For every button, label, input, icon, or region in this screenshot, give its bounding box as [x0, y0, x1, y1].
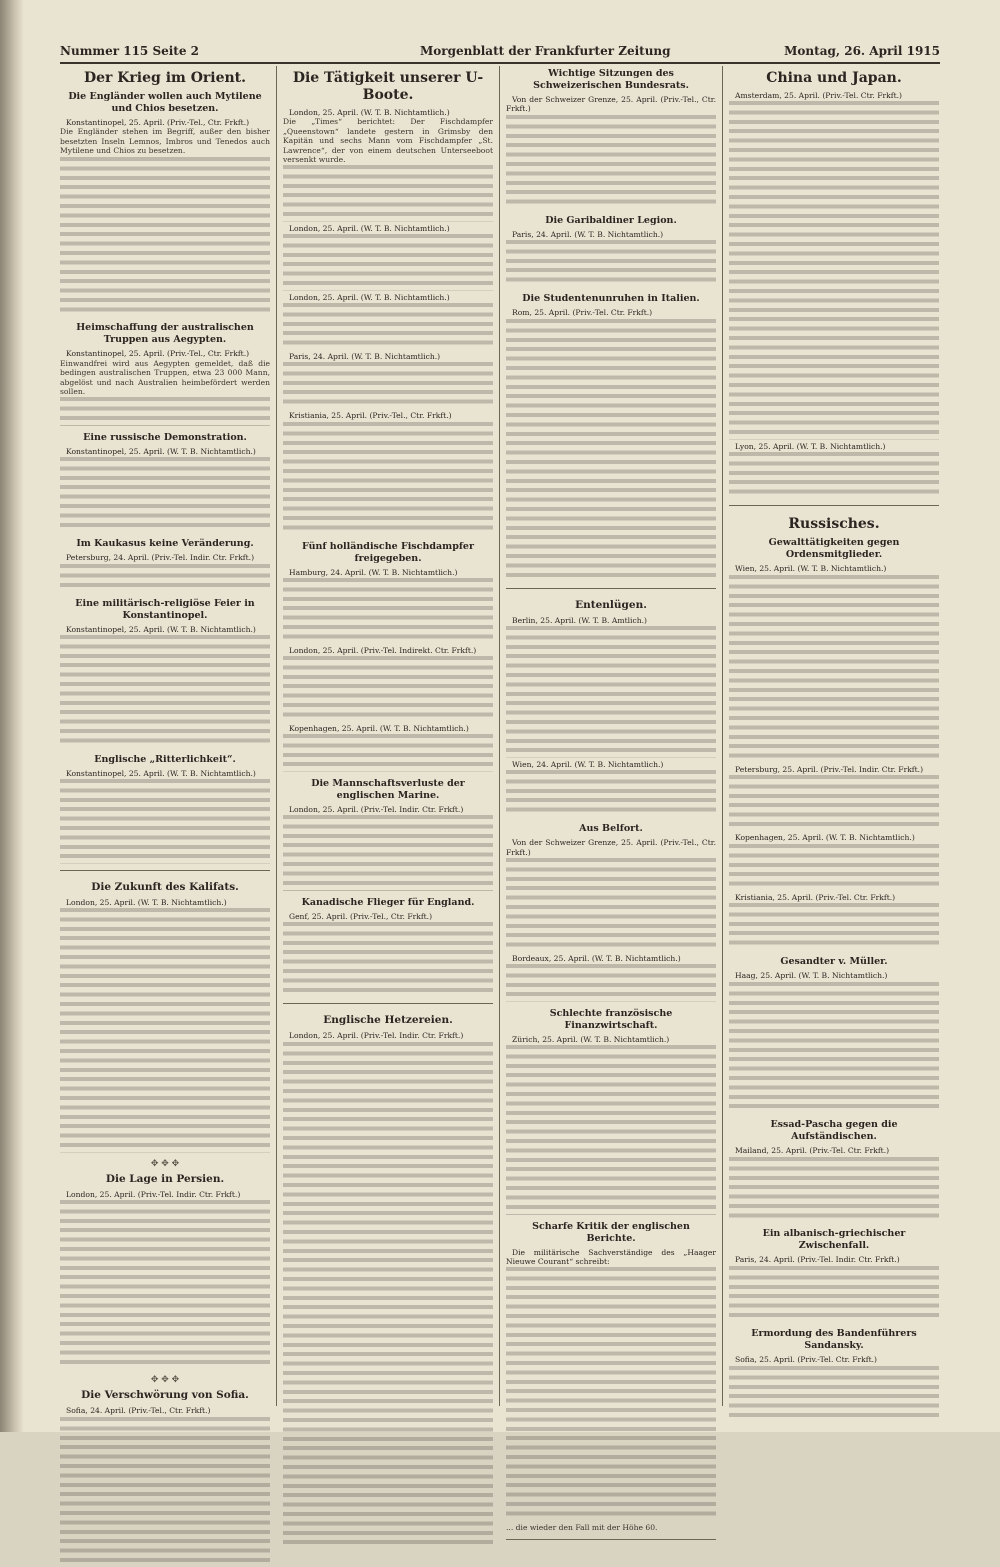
article-dateline: London, 25. April. (Priv.-Tel. Indir. Ctr. Frkft.) — [66, 1189, 241, 1199]
article-body — [729, 1266, 939, 1322]
section-divider — [60, 870, 270, 877]
article — [283, 1014, 493, 1549]
article — [729, 516, 939, 950]
article-headline: Scharfe Kritik der englischen Berichte. — [532, 1220, 690, 1244]
column-rule — [499, 66, 500, 1406]
article-headline: Entenlügen. — [575, 598, 647, 611]
article-body — [283, 303, 493, 350]
article-headline: Die Zukunft des Kalifats. — [91, 881, 239, 894]
article-body — [283, 1042, 493, 1550]
article-text: ... die wieder den Fall mit der Höhe 60. — [506, 1523, 658, 1533]
article-dateline: Genf, 25. April. (Priv.-Tel., Ctr. Frkft.) — [289, 911, 433, 921]
article-body — [506, 319, 716, 582]
ornament-divider: ✥ ✥ ✥ — [150, 1158, 180, 1169]
article-dateline: Amsterdam, 25. April. (Priv.-Tel. Ctr. Frkft.) — [735, 91, 903, 100]
article-dateline: Paris, 24. April. (W. T. B. Nichtamtlich.) — [289, 352, 441, 362]
column-1 — [60, 66, 270, 1416]
article-dateline: London, 25. April. (W. T. B. Nichtamtlich.) — [289, 223, 450, 233]
article — [283, 778, 493, 891]
article-body — [506, 1267, 716, 1521]
article-dateline: Petersburg, 24. April. (Priv.-Tel. Indir. Ctr. Frkft.) — [66, 553, 255, 563]
article-text: Einwandfrei wird aus Aegypten gemeldet, daß die bedingen australischen Truppen, etwa 23 000 Mann, abgelöst und nach Australien heimbefördert werden sollen. — [60, 358, 270, 397]
article-text: Die Engländer stehen im Begriff, außer den bisher besetzten Inseln Lemnos, Imbros und Tenedos auch Mytilene und Chios zu besetzen. — [60, 127, 270, 156]
article — [729, 1119, 939, 1222]
article-dateline: Kopenhagen, 25. April. (W. T. B. Nichtamtlich.) — [735, 833, 915, 843]
article-body — [283, 578, 493, 644]
article-body — [283, 656, 493, 722]
article-body — [60, 397, 270, 425]
article-dateline: Wien, 25. April. (W. T. B. Nichtamtlich.) — [735, 564, 887, 574]
article-body — [283, 234, 493, 290]
article-headline: Die Lage in Persien. — [105, 1172, 225, 1185]
article — [506, 215, 716, 287]
article-dateline: Sofia, 24. April. (Priv.-Tel., Ctr. Frkft.) — [66, 1406, 211, 1416]
article-dateline: Konstantinopel, 25. April. (W. T. B. Nichtamtlich.) — [66, 446, 256, 456]
article-headline: Ermordung des Bandenführers Sandansky. — [751, 1328, 917, 1352]
article — [60, 881, 270, 1153]
article-headline: Aus Belfort. — [579, 823, 643, 835]
article-subheadline: Die Engländer wollen auch Mytilene und Chios besetzen. — [68, 91, 262, 114]
column-3 — [506, 66, 716, 1533]
article-body — [729, 101, 939, 439]
article-dateline: Zürich, 25. April. (W. T. B. Nichtamtlich.) — [512, 1035, 670, 1045]
article-dateline: Kristiania, 25. April. (Priv.-Tel., Ctr. Frkft.) — [289, 411, 452, 421]
article-dateline: Kristiania, 25. April. (Priv.-Tel. Ctr. Frkft.) — [735, 892, 896, 902]
article-body — [506, 964, 716, 1002]
article-body — [283, 815, 493, 890]
article-body — [60, 635, 270, 748]
section-divider — [506, 588, 716, 595]
article — [729, 1228, 939, 1322]
column-rule — [276, 66, 277, 1406]
article — [283, 541, 493, 772]
article-headline: Schlechte französische Finanzwirtschaft. — [549, 1008, 673, 1032]
issue-number: Nummer 115 Seite 2 — [60, 44, 200, 58]
article-headline: Englische „Ritterlichkeit“. — [94, 754, 236, 766]
article-dateline: Paris, 24. April. (Priv.-Tel. Indir. Ctr. Frkft.) — [735, 1255, 900, 1265]
column-2 — [283, 66, 493, 1406]
article-dateline: Die militärische Sachverständige des „Haager Nieuwe Courant“ schreibt: — [506, 1247, 716, 1267]
article-body — [729, 903, 939, 950]
article-dateline: Berlin, 25. April. (W. T. B. Amtlich.) — [512, 615, 647, 625]
article-dateline: Von der Schweizer Grenze, 25. April. (Priv.-Tel., Ctr. Frkft.) — [506, 95, 716, 114]
article-body — [506, 770, 716, 817]
article-dateline: Konstantinopel, 25. April. (Priv.-Tel., Ctr. Frkft.) — [66, 118, 250, 127]
issue-date: Montag, 26. April 1915 — [784, 44, 940, 58]
article-body — [60, 457, 270, 532]
section-divider — [283, 1003, 493, 1010]
article-body — [506, 858, 716, 952]
article — [60, 1173, 270, 1370]
article-dateline: Kopenhagen, 25. April. (W. T. B. Nichtamtlich.) — [289, 724, 469, 734]
article-body — [729, 575, 939, 763]
article-headline: Die Verschwörung von Sofia. — [81, 1389, 249, 1402]
article-dateline: Von der Schweizer Grenze, 25. April. (Priv.-Tel., Ctr. Frkft.) — [506, 838, 716, 857]
page-binding-edge — [0, 0, 24, 1432]
article-subheadline: Gewalttätigkeiten gegen Ordensmitglieder. — [768, 537, 900, 561]
article-headline: Die Mannschaftsverluste der englischen Marine. — [311, 778, 465, 802]
article — [729, 70, 939, 499]
article-dateline: Lyon, 25. April. (W. T. B. Nichtamtlich.) — [735, 441, 886, 451]
article-body — [283, 362, 493, 409]
article-body — [729, 1366, 939, 1422]
article-headline: Englische Hetzereien. — [323, 1014, 453, 1027]
article-dateline: London, 25. April. (W. T. B. Nichtamtlich.) — [66, 898, 227, 908]
article-dateline: Konstantinopel, 25. April. (W. T. B. Nichtamtlich.) — [66, 624, 256, 634]
article-dateline: Hamburg, 24. April. (W. T. B. Nichtamtlich.) — [289, 567, 458, 577]
newspaper-title: Morgenblatt der Frankfurter Zeitung — [420, 44, 671, 58]
article-dateline: Rom, 25. April. (Priv.-Tel. Ctr. Frkft.) — [512, 308, 653, 318]
article-dateline: London, 25. April. (Priv.-Tel. Indir. Ctr. Frkft.) — [289, 805, 464, 815]
article-headline: Wichtige Sitzungen des Schweizerischen Bundesrats. — [533, 68, 689, 91]
ornament-divider: ✥ ✥ ✥ — [150, 1375, 180, 1386]
article — [60, 538, 270, 592]
article-body — [506, 240, 716, 287]
article-dateline: Sofia, 25. April. (Priv.-Tel. Ctr. Frkft.) — [735, 1355, 878, 1365]
article-headline: Eine militärisch-religiöse Feier in Konstantinopel. — [75, 597, 255, 621]
article — [283, 897, 493, 998]
article-body — [729, 844, 939, 891]
columns — [60, 66, 940, 1533]
article-dateline: Paris, 24. April. (W. T. B. Nichtamtlich.) — [512, 229, 664, 239]
article-body — [506, 115, 716, 209]
article-body — [283, 165, 493, 221]
article-text: Die „Times“ berichtet: Der Fischdampfer „Queenstown“ landete gestern in Grimsby den Kapitän und sechs Mann vom Fischdampfer „St. Lawrence“, der von einem deutschen Unterseeboot versenkt wurde. — [283, 117, 493, 165]
article-body — [60, 1417, 270, 1567]
article — [60, 432, 270, 533]
article-body — [283, 922, 493, 997]
article-body — [283, 734, 493, 772]
article — [60, 754, 270, 864]
article — [60, 70, 270, 316]
article — [283, 70, 493, 535]
article-headline: Gesandter v. Müller. — [780, 956, 888, 968]
article-body — [60, 779, 270, 864]
article — [506, 1008, 716, 1215]
article-headline: China und Japan. — [766, 70, 902, 86]
article-headline: Ein albanisch-griechischer Zwischenfall. — [762, 1228, 906, 1252]
article-dateline: London, 25. April. (Priv.-Tel. Indirekt. Ctr. Frkft.) — [289, 645, 477, 655]
article-body — [729, 775, 939, 831]
article — [506, 823, 716, 1002]
article — [60, 598, 270, 748]
article-dateline: Wien, 24. April. (W. T. B. Nichtamtlich.) — [512, 759, 664, 769]
article-body — [729, 452, 939, 499]
article-dateline: Konstantinopel, 25. April. (Priv.-Tel., Ctr. Frkft.) — [66, 349, 250, 359]
article-headline: Fünf holländische Fischdampfer freigegeben. — [302, 540, 474, 564]
article-body — [60, 564, 270, 592]
section-divider — [506, 1539, 716, 1546]
article — [506, 293, 716, 582]
article — [506, 599, 716, 817]
article-headline: Die Tätigkeit unserer U-Boote. — [292, 70, 484, 103]
article — [729, 956, 939, 1113]
article-dateline: London, 25. April. (W. T. B. Nichtamtlich.) — [289, 108, 450, 117]
article-body — [60, 1200, 270, 1369]
article-dateline: Konstantinopel, 25. April. (W. T. B. Nichtamtlich.) — [66, 769, 256, 779]
article-headline: Kanadische Flieger für England. — [301, 896, 475, 908]
article-dateline: Petersburg, 25. April. (Priv.-Tel. Indir. Ctr. Frkft.) — [735, 764, 924, 774]
article-body — [60, 157, 270, 317]
article-dateline: London, 25. April. (W. T. B. Nichtamtlich.) — [289, 292, 450, 302]
article-headline: Essad-Pascha gegen die Aufständischen. — [770, 1119, 898, 1143]
article-dateline: Mailand, 25. April. (Priv.-Tel. Ctr. Frkft.) — [735, 1146, 890, 1156]
article-headline: Eine russische Demonstration. — [83, 431, 247, 443]
article-headline: Russisches. — [788, 516, 880, 533]
article — [60, 1389, 270, 1567]
column-4 — [729, 66, 939, 1406]
column-rule — [722, 66, 723, 1406]
article-dateline: Haag, 25. April. (W. T. B. Nichtamtlich.) — [735, 971, 888, 981]
article-body — [506, 1045, 716, 1214]
section-divider — [729, 505, 939, 512]
article-body — [729, 982, 939, 1114]
article-headline: Die Garibaldiner Legion. — [545, 214, 677, 226]
article-body — [60, 908, 270, 1152]
article-dateline: London, 25. April. (Priv.-Tel. Indir. Ctr. Frkft.) — [289, 1031, 464, 1041]
masthead — [60, 42, 940, 64]
article — [506, 1221, 716, 1533]
article-headline: Die Studentenunruhen in Italien. — [522, 293, 700, 305]
article-dateline: Bordeaux, 25. April. (W. T. B. Nichtamtlich.) — [512, 954, 681, 964]
article-headline: Der Krieg im Orient. — [83, 70, 247, 86]
article-body — [283, 422, 493, 535]
article-headline: Im Kaukasus keine Veränderung. — [76, 538, 254, 550]
article — [729, 1328, 939, 1422]
article-body — [506, 626, 716, 758]
article-body — [729, 1157, 939, 1223]
article — [60, 322, 270, 425]
article-headline: Heimschaffung der australischen Truppen aus Aegypten. — [76, 322, 254, 346]
article — [506, 68, 716, 209]
